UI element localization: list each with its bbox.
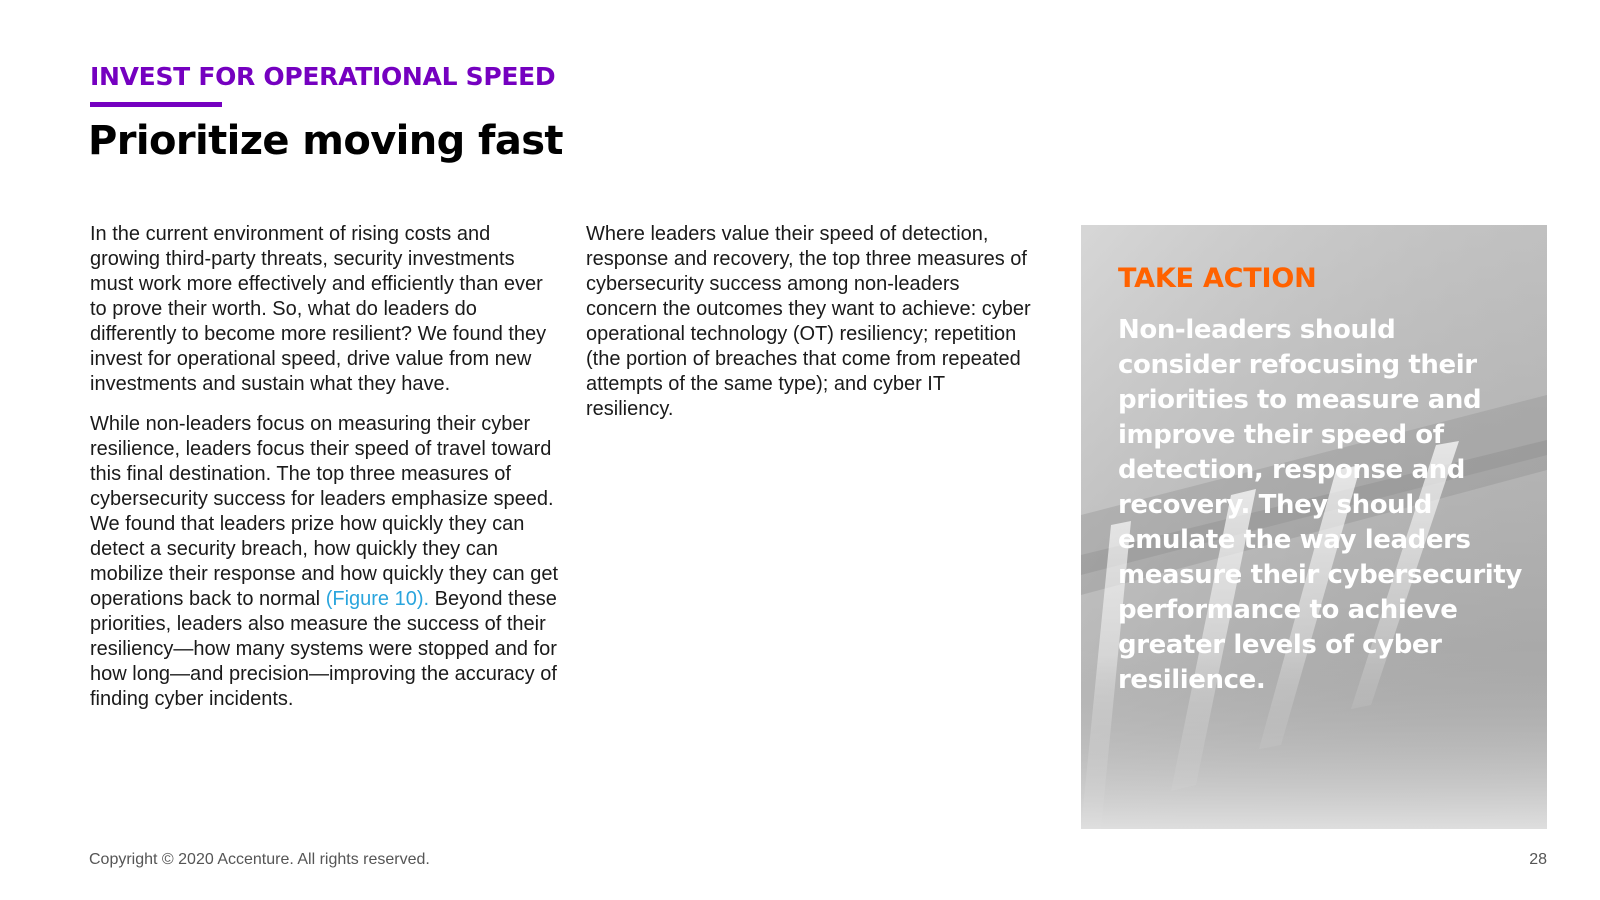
- left-paragraph-1: In the current environment of rising costs and growing third-party threats, security investments must work more effectively and efficiently than ever to prove their worth. So, what do leaders do differently to become more resilient? We found they invest for operational speed, drive value from new investments and sustain what they have.: [90, 223, 547, 395]
- left-column: [90, 222, 560, 727]
- left-paragraph-2-start: While non-leaders focus on measuring their cyber resilience, leaders focus their speed of travel toward this final destination. The top three measures of cybersecurity success for leaders emphasize speed. We found that leaders prize how quickly they can detect a security breach, how quickly they can mobilize their response and how quickly they can get operations back to normal: [90, 413, 559, 610]
- eyebrow-underline: [90, 102, 222, 107]
- take-action-heading: TAKE ACTION: [1118, 263, 1317, 294]
- left-paragraph-2: [90, 412, 560, 712]
- middle-paragraph-1: Where leaders value their speed of detection, response and recovery, the top three measures of cybersecurity success among non-leaders concern the outcomes they want to achieve: cyber operational technology (OT) resiliency; repetition (the portion of breaches that come from repeated attempts of the same type); and cyber IT resiliency.: [586, 223, 1031, 420]
- left-paragraph-2-end: Beyond these priorities, leaders also measure the success of their resiliency—how many systems were stopped and for how long—and precision—improving the accuracy of finding cyber incidents.: [90, 588, 557, 710]
- middle-column: [586, 222, 1036, 437]
- figure-10-link[interactable]: (Figure 10).: [325, 588, 430, 610]
- section-eyebrow: INVEST FOR OPERATIONAL SPEED: [90, 62, 556, 91]
- take-action-body: Non-leaders should consider refocusing their priorities to measure and improve their speed of detection, response and recovery. They should emulate the way leaders measure their cybersecurity performance to achieve greater levels of cyber resilience.: [1118, 315, 1522, 695]
- page-number: 28: [1529, 851, 1547, 868]
- take-action-panel: [1081, 225, 1547, 829]
- copyright-notice: Copyright © 2020 Accenture. All rights reserved.: [89, 851, 430, 868]
- page-title: Prioritize moving fast: [88, 118, 563, 164]
